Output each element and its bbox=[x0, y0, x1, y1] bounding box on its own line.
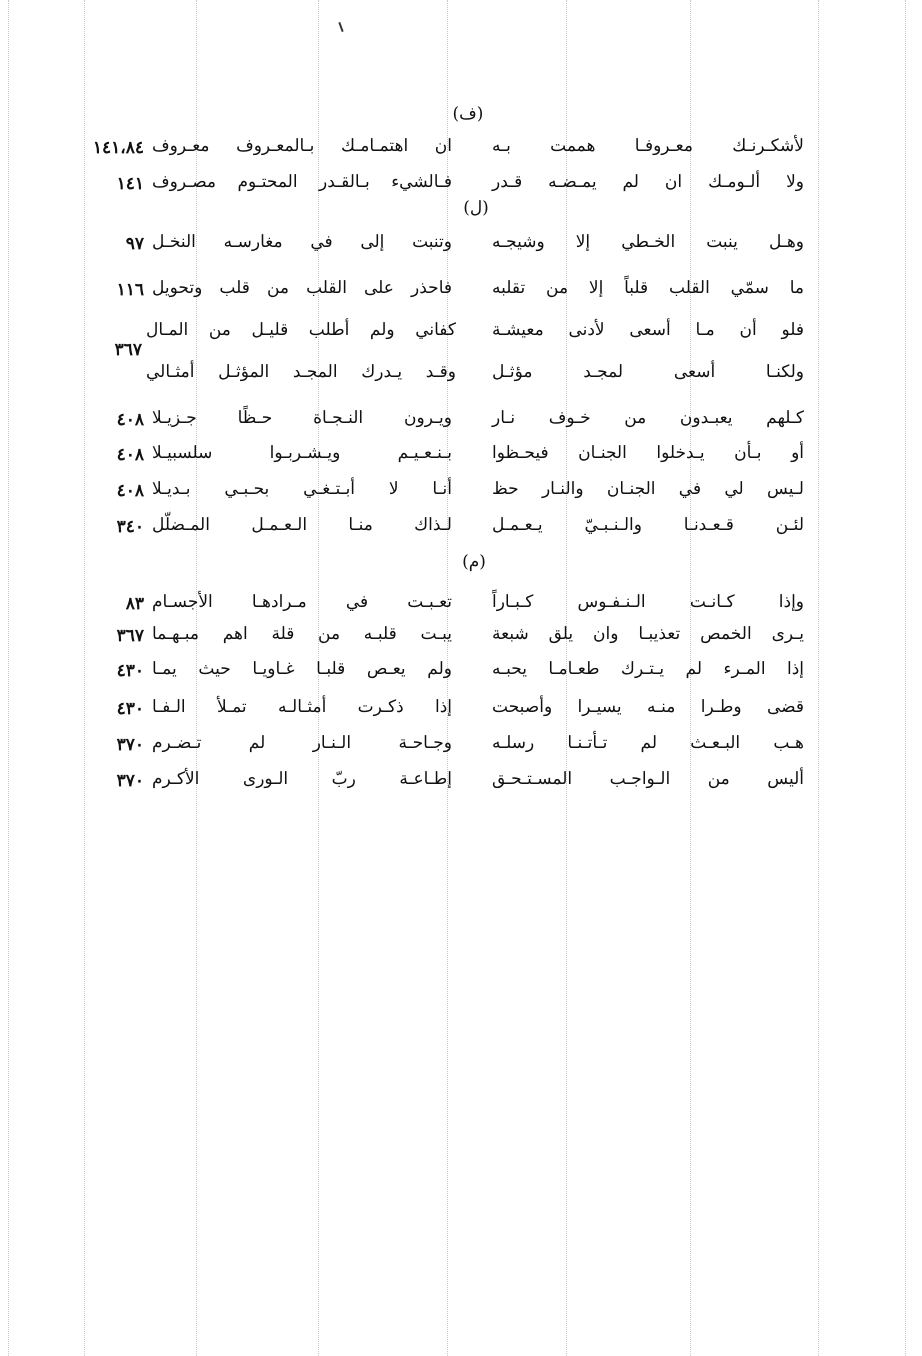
verse-first-hemistich: ما سمّي القلب قلباً إلا من تقلبه bbox=[492, 278, 804, 298]
verse-second-hemistich: إطـاعـة ربّ الـورى الأكـرم bbox=[152, 769, 452, 789]
verse-first-hemistich: لـيس لي في الجنـان والنـار حظ bbox=[492, 479, 804, 499]
scan-mark bbox=[338, 22, 343, 32]
verse-second-hemistich: وقـد يـدرك المجـد المؤثـل أمثـالي bbox=[146, 362, 456, 382]
section-heading-lam: (ل) bbox=[463, 198, 489, 218]
verse-second-hemistich: فاحذر على القلب من قلب وتحويل bbox=[152, 278, 452, 298]
verse-second-hemistich: تعـبـت في مـرادهـا الأجسـام bbox=[152, 592, 452, 612]
verse-first-hemistich: ولا ألـومـك ان لم يمـضـه قـدر bbox=[492, 172, 804, 192]
verse-second-hemistich: لـذاك منـا الـعـمـل المـضلّل bbox=[152, 515, 452, 535]
verse-first-hemistich: ولكنـا أسعى لمجـد مؤثـل bbox=[492, 362, 804, 382]
verse-first-hemistich: وهـل ينبت الخـطي إلا وشيجـه bbox=[492, 232, 804, 252]
verse-second-hemistich: كفاني ولم أطلب قليـل من المـال bbox=[146, 320, 456, 340]
page-reference: ٤٠٨ bbox=[116, 481, 144, 501]
page-reference: ٤٣٠ bbox=[116, 699, 144, 719]
verse-second-hemistich: ان اهتمـامـك بـالمعـروف معـروف bbox=[152, 136, 452, 156]
page-reference: ٤٠٨ bbox=[116, 445, 144, 465]
page-reference: ٣٤٠ bbox=[116, 517, 144, 537]
verse-first-hemistich: قضى وطـرا منـه يسيـرا وأصبحت bbox=[492, 697, 804, 717]
verse-first-hemistich: وإذا كـانـت الـنـفـوس كـبـاراً bbox=[492, 592, 804, 612]
verse-second-hemistich: بـنـعـيـم ويـشـربـوا سلسبيـلا bbox=[152, 443, 452, 463]
page-reference: ١٤١ bbox=[116, 174, 144, 194]
page-reference: ٣٧٠ bbox=[116, 735, 144, 755]
verse-first-hemistich: كـلهم يعبـدون من خـوف نـار bbox=[492, 408, 804, 428]
section-heading-fa: (ف) bbox=[452, 104, 484, 124]
verse-first-hemistich: فلو أن مـا أسعى لأدنى معيشـة bbox=[492, 320, 804, 340]
page-reference: ١١٦ bbox=[116, 280, 144, 300]
page-reference: ٣٧٠ bbox=[116, 771, 144, 791]
verse-first-hemistich: هـب البـعـث لم تـأتـنـا رسلـه bbox=[492, 733, 804, 753]
verse-second-hemistich: فـالشيء بـالقـدر المحتـوم مصـروف bbox=[152, 172, 452, 192]
page-reference: ٤٠٨ bbox=[116, 410, 144, 430]
verse-first-hemistich: يـرى الخمص تعذيبـا وان يلق شبعة bbox=[492, 624, 804, 644]
page-reference: ١٤١،٨٤ bbox=[92, 138, 144, 158]
verse-second-hemistich: وجـاحـة الـنـار لم تـضـرم bbox=[152, 733, 452, 753]
verse-first-hemistich: أو بـأن يـدخلوا الجنـان فيحـظوا bbox=[492, 443, 804, 463]
verse-second-hemistich: إذا ذكـرت أمثـالـه تمـلأ الـفـا bbox=[152, 697, 452, 717]
page-reference: ٤٣٠ bbox=[116, 661, 144, 681]
verse-second-hemistich: أنـا لا أبـتـغـي بحـبـي بـديـلا bbox=[152, 479, 452, 499]
verse-second-hemistich: يبـت قلبـه من قلة اهم مبـهـما bbox=[152, 624, 452, 644]
verse-first-hemistich: إذا المـرء لم يـتـرك طعـامـا يحبـه bbox=[492, 659, 804, 679]
page-reference-shared: ٣٦٧ bbox=[114, 340, 142, 360]
verse-first-hemistich: لأشكـرنـك معـروفـا هممت بـه bbox=[492, 136, 804, 156]
page-reference: ٨٣ bbox=[125, 594, 144, 614]
page-reference: ٩٧ bbox=[125, 234, 144, 254]
verse-first-hemistich: لئـن قـعـدنـا والـنـبـيّ يـعـمـل bbox=[492, 515, 804, 535]
verse-row bbox=[0, 362, 922, 386]
page-reference: ٣٦٧ bbox=[116, 626, 144, 646]
section-heading-mim: (م) bbox=[462, 552, 486, 572]
verse-second-hemistich: ولم يعـص قلبـا غـاويـا حيث يمـا bbox=[152, 659, 452, 679]
verse-second-hemistich: ويـرون النـجـاة حـظًا جـزيـلا bbox=[152, 408, 452, 428]
verse-first-hemistich: أليس من الـواجـب المسـتـحـق bbox=[492, 769, 804, 789]
verse-second-hemistich: وتنبت إلى في مغارسـه النخـل bbox=[152, 232, 452, 252]
